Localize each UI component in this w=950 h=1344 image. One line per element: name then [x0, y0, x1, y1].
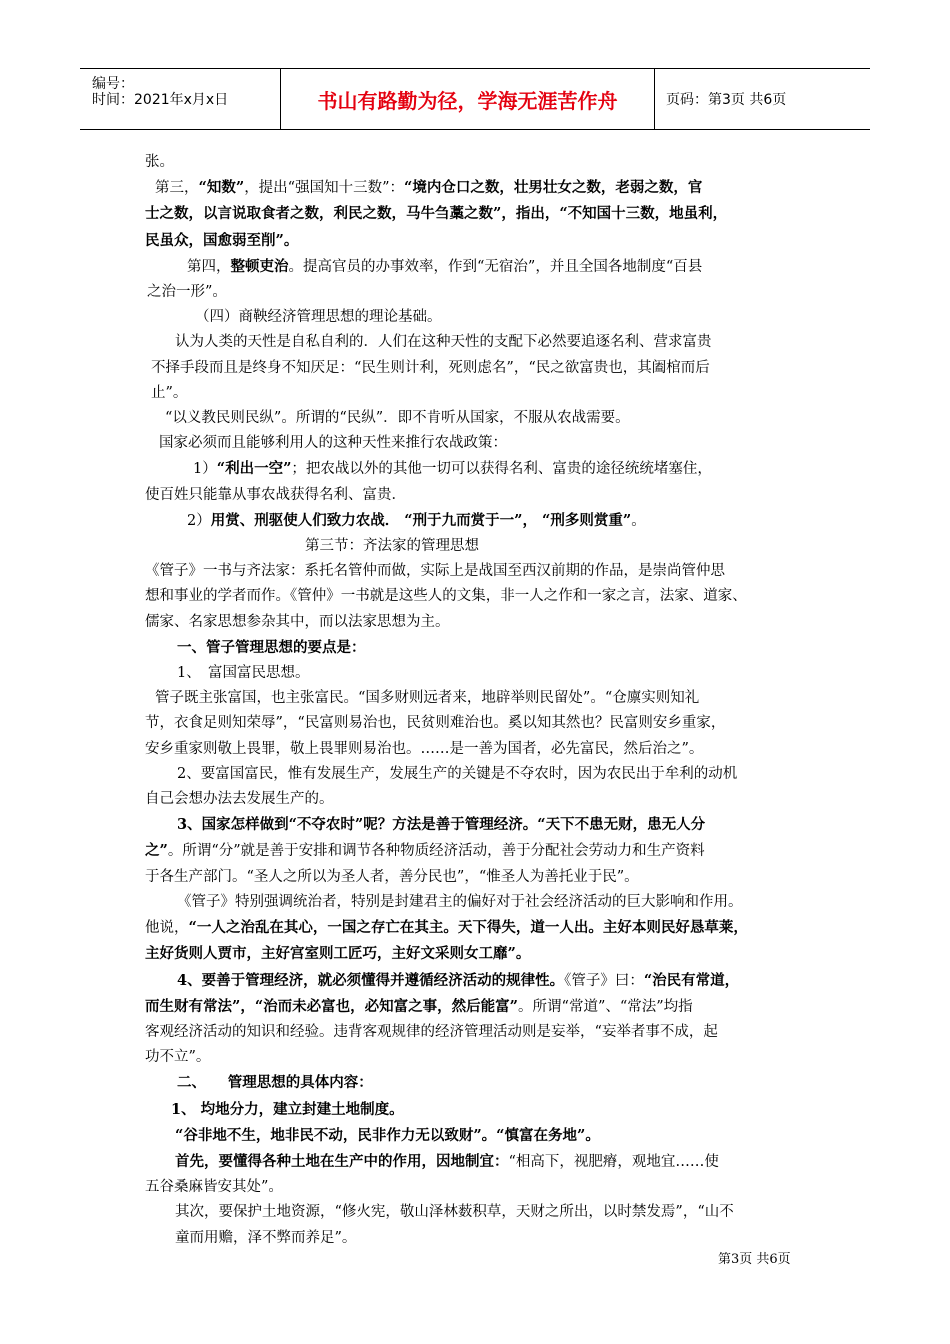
bold-text: 而生财有常法”，“治而未必富也，必知富之事，然后能富”	[145, 997, 519, 1015]
text-span: 其次，要保护土地资源，“修火宪，敬山泽林薮积草，天财之所出，以时禁发焉”，“山不	[175, 1204, 734, 1221]
page-header	[80, 68, 870, 130]
bold-text: 之”	[145, 842, 168, 860]
text-line	[145, 1175, 825, 1200]
text-line	[145, 1226, 825, 1251]
bold-text: “治民有常道，	[643, 971, 740, 989]
text-line	[145, 559, 825, 584]
page-footer: 第3页 共6页	[718, 1252, 791, 1267]
text-line	[145, 584, 825, 609]
bold-text: 主好货则人贾市，主好宫室则工匠巧，主好文采则女工靡”。	[145, 945, 531, 963]
text-span: 于各生产部门。“圣人之所以为圣人者，善分民也”，“惟圣人为善托业于民”。	[145, 868, 639, 885]
text-line	[145, 356, 825, 381]
text-span: 第三，	[155, 180, 199, 197]
text-span: 止”。	[151, 384, 188, 401]
text-span: 《管子》曰：	[564, 972, 644, 989]
bold-text: 整顿吏治	[230, 257, 289, 275]
text-line	[145, 431, 825, 456]
text-line	[145, 1070, 825, 1096]
text-span: 节，衣食足则知荣辱”，“民富则易治也，民贫则难治也。奚以知其然也？民富则安乡重家，	[145, 715, 726, 732]
text-line	[145, 175, 825, 201]
text-line	[145, 508, 825, 534]
text-span: 2）	[187, 512, 211, 529]
text-line	[145, 534, 825, 559]
text-line	[145, 228, 825, 254]
text-line	[145, 254, 825, 280]
bold-text: “境内仓口之数，壮男壮女之数，老弱之数，官	[404, 179, 703, 197]
bold-text: “谷非地不生，地非民不动，民非作力无以致财”。“慎富在务地”。	[175, 1126, 600, 1144]
text-span: 。提高官员的办事效率，作到“无宿治”，并且全国各地制度“百县	[288, 258, 703, 275]
text-span: 自己会想办法去发展生产的。	[145, 791, 334, 808]
text-line	[145, 968, 825, 994]
number-label: 编号：	[92, 76, 134, 92]
text-span: 认为人类的天性是自私自利的．人们在这种天性的支配下必然要追逐名利、营求富贵	[175, 334, 712, 351]
header-meta	[80, 69, 281, 129]
text-line	[145, 1097, 825, 1123]
text-span: 《管子》一书与齐法家：系托名管仲而做，实际上是战国至西汉前期的作品，是崇尚管仲思	[145, 563, 725, 580]
text-span: 之治一形”。	[147, 284, 227, 301]
text-span: 。所谓“常道”、“常法”均指	[518, 998, 693, 1015]
text-line	[145, 865, 825, 890]
text-span: 管子既主张富国，也主张富民。“国多财则远者来，地辟举则民留处”。“仓廪实则知礼	[155, 690, 700, 707]
text-span: 国家必须而且能够利用人的这种天性来推行农战政策：	[159, 435, 507, 452]
text-span: 2、要富国富民，惟有发展生产，发展生产的关键是不夺农时，因为农民出于牟利的动机	[177, 765, 738, 782]
text-span: ，提出“强国知十三数”：	[244, 180, 405, 197]
text-line	[145, 406, 825, 431]
time-label: 时间：2021年x月x日	[92, 92, 229, 108]
text-line	[145, 1123, 825, 1149]
text-line	[145, 381, 825, 406]
text-span: 儒家、名家思想参杂其中，而以法家思想为主。	[145, 613, 450, 630]
text-line	[145, 635, 825, 661]
bold-text: 士之数，以言说取食者之数，利民之数，马牛刍藁之数”，指出，“不知国十三数，地虽利，	[145, 205, 728, 223]
text-line	[145, 941, 825, 967]
text-span: 。所谓“分”就是善于安排和调节各种物质经济活动，善于分配社会劳动力和生产资料	[167, 843, 705, 860]
text-span: 使百姓只能靠从事农战获得名利、富贵．	[145, 486, 406, 503]
bold-text: 4、要善于管理经济，就必须懂得并遵循经济活动的规律性。	[177, 971, 565, 989]
bold-text: “利出一空”	[216, 460, 292, 478]
text-line	[145, 1149, 825, 1175]
bold-text: 3、国家怎样做到“不夺农时”呢？方法是善于管理经济。“天下不患无财，患无人分	[177, 816, 706, 834]
text-span: 五谷桑麻皆安其处”。	[145, 1179, 283, 1196]
text-line	[145, 762, 825, 787]
text-span: 功不立”。	[145, 1049, 211, 1066]
bold-text: 民虽众，国愈弱至削”。	[145, 231, 299, 249]
text-span: 他说，	[145, 920, 189, 937]
text-line	[145, 330, 825, 355]
text-line	[145, 280, 825, 305]
text-line	[145, 456, 825, 482]
text-line	[145, 737, 825, 762]
motto: 书山有路勤为径，学海无涯苦作舟	[281, 69, 655, 129]
text-span: 张。	[145, 154, 174, 170]
text-line	[145, 994, 825, 1020]
text-span: “以义教民则民纵”。所谓的“民纵”．即不肯听从国家，不服从农战需要。	[165, 410, 630, 427]
text-span: 安乡重家则敬上畏罪，敬上畏罪则易治也。……是一善为国者，必先富民，然后治之”。	[145, 740, 704, 757]
text-line	[145, 661, 825, 686]
text-line	[145, 890, 825, 915]
page-label: 页码：第3页 共6页	[666, 92, 787, 108]
bold-text: 二、 管理思想的具体内容：	[177, 1074, 373, 1092]
text-span: 客观经济活动的知识和经验。违背客观规律的经济管理活动则是妄举，“妄举者事不成，起	[145, 1023, 718, 1040]
text-line	[145, 150, 825, 175]
bold-text: 首先，要懂得各种土地在生产中的作用，因地制宜：	[175, 1152, 509, 1170]
text-line	[145, 305, 825, 330]
text-line	[145, 915, 825, 941]
text-line	[145, 1200, 825, 1225]
text-span: 1）	[193, 461, 217, 478]
text-span: ；把农战以外的其他一切可以获得名利、富贵的途径统统堵塞住，	[291, 461, 712, 478]
text-line	[145, 711, 825, 736]
text-line	[145, 1020, 825, 1045]
bold-text: 用赏、刑驱使人们致力农战． “刑于九而赏于一”， “刑多则赏重”	[210, 511, 632, 529]
bold-text: “一人之治乱在其心，一国之存亡在其主。天下得失，道一人出。主好本则民好恳草莱，	[188, 919, 748, 937]
bold-text: “知数”	[198, 179, 245, 197]
text-line	[145, 812, 825, 838]
text-line	[145, 201, 825, 227]
text-span: （四）商鞅经济管理思想的理论基础。	[195, 309, 442, 326]
document-body	[145, 150, 825, 1251]
text-span: 第三节：齐法家的管理思想	[305, 538, 479, 555]
text-line	[145, 838, 825, 864]
text-line	[145, 610, 825, 635]
text-line	[145, 787, 825, 812]
text-span: 童而用赡，泽不弊而养足”。	[175, 1229, 357, 1246]
bold-text: 一、管子管理思想的要点是：	[177, 638, 366, 656]
text-span: 《管子》特别强调统治者，特别是封建君主的偏好对于社会经济活动的巨大影响和作用。	[177, 893, 743, 910]
text-span: 不择手段而且是终身不知厌足：“民生则计利，死则虑名”，“民之欲富贵也，其阖棺而后	[151, 359, 710, 376]
text-line	[145, 483, 825, 508]
text-line	[145, 686, 825, 711]
bold-text: 1、 均地分力，建立封建土地制度。	[171, 1100, 404, 1118]
text-span: 第四，	[187, 258, 231, 275]
text-span: 。	[631, 512, 646, 529]
text-line	[145, 1045, 825, 1070]
text-span: 想和事业的学者而作。《管仲》一书就是这些人的文集，非一人之作和一家之言，法家、道家、	[145, 588, 747, 605]
text-span: 1、 富国富民思想。	[177, 665, 310, 682]
text-span: “相高下，视肥瘠，观地宜……使	[508, 1153, 719, 1170]
